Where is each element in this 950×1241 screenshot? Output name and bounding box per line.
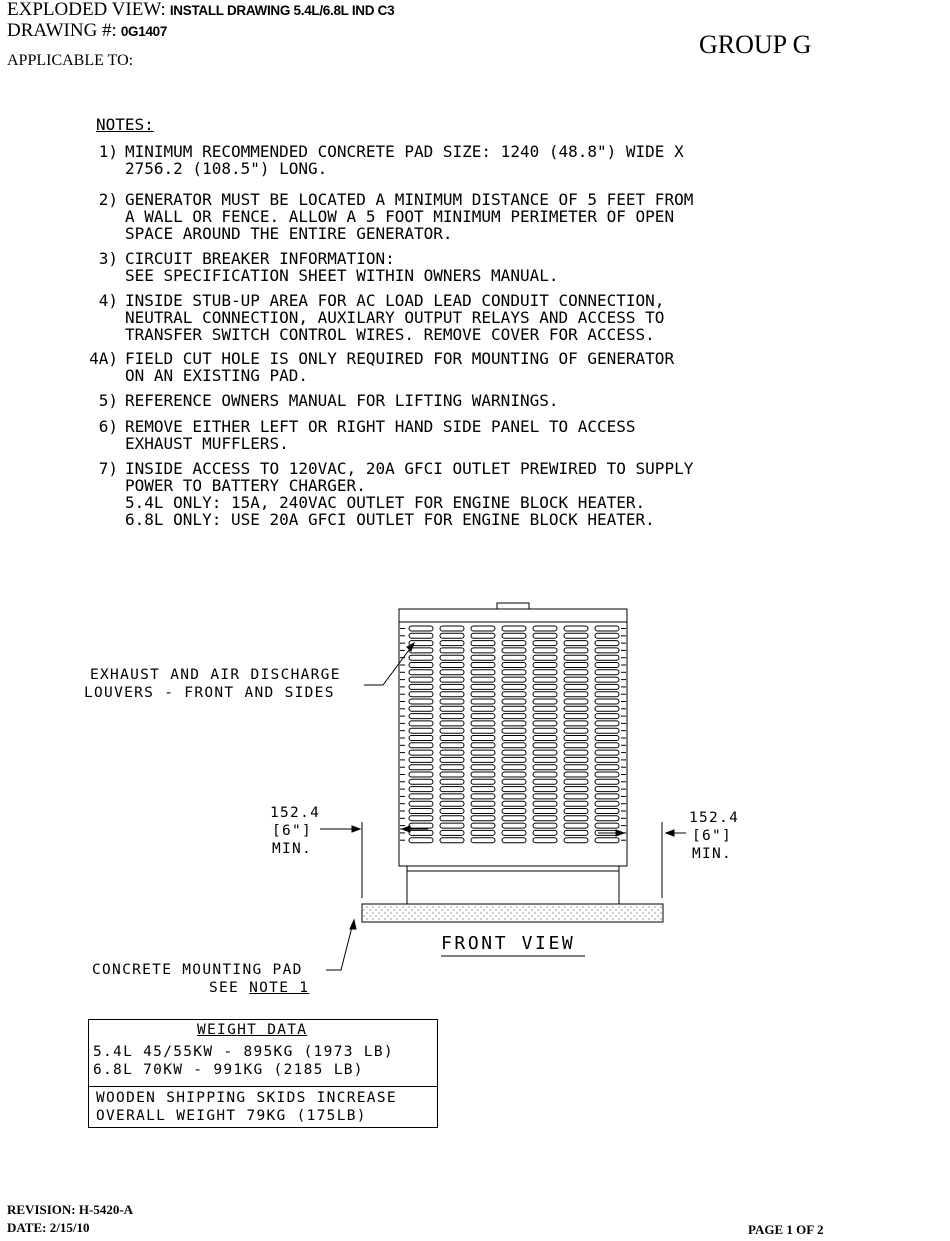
louver-slot	[595, 648, 619, 653]
louver-slot	[409, 765, 433, 770]
louver-slot	[533, 743, 557, 748]
louver-slot	[502, 633, 526, 638]
note-line: MINIMUM RECOMMENDED CONCRETE PAD SIZE: 1240 (48.8") WIDE X	[125, 142, 684, 161]
louver-slot	[564, 655, 588, 660]
louver-slot	[440, 736, 464, 741]
louver-slot	[502, 809, 526, 814]
notes-title: NOTES:	[96, 115, 154, 134]
note-line: GENERATOR MUST BE LOCATED A MINIMUM DISTANCE OF 5 FEET FROM	[125, 190, 694, 209]
louver-slot	[502, 670, 526, 675]
louver-slot	[440, 721, 464, 726]
note-number: 6)	[98, 417, 118, 436]
louver-slot	[471, 641, 495, 646]
louver-slot	[564, 714, 588, 719]
louver-slot	[564, 736, 588, 741]
louver-slot	[533, 736, 557, 741]
louver-slot	[595, 633, 619, 638]
louver-slot	[471, 706, 495, 711]
drawing-number-heading	[7, 21, 167, 40]
louver-slot	[409, 772, 433, 777]
louver-slot	[595, 787, 619, 792]
louver-slot	[409, 677, 433, 682]
louver-slot	[502, 655, 526, 660]
louver-slot	[409, 750, 433, 755]
right-clearance-inches: [6"]	[691, 828, 733, 844]
louver-slot	[440, 670, 464, 675]
left-clearance-value: 152.4	[270, 805, 321, 821]
louver-slot	[595, 809, 619, 814]
table-divider	[89, 1086, 437, 1087]
louver-slot	[595, 670, 619, 675]
louver-slot	[595, 684, 619, 689]
louver-slot	[471, 736, 495, 741]
louver-slot	[564, 743, 588, 748]
see-text: SEE	[209, 980, 240, 996]
date-label: DATE: 2/15/10	[7, 1220, 90, 1235]
louver-slot	[564, 677, 588, 682]
louver-slot	[533, 728, 557, 733]
exploded-view-value: INSTALL DRAWING 5.4L/6.8L IND C3	[169, 3, 395, 18]
generator-drawing	[399, 603, 627, 904]
louver-slot	[595, 743, 619, 748]
louver-slot	[409, 787, 433, 792]
louver-slot	[471, 714, 495, 719]
concrete-pad	[362, 904, 663, 922]
louver-slot	[533, 699, 557, 704]
louver-slot	[440, 801, 464, 806]
page-number: PAGE 1 OF 2	[748, 1222, 824, 1237]
see-note-label	[209, 979, 309, 997]
louver-slot	[595, 663, 619, 668]
louver-slot	[409, 794, 433, 799]
weight-row-5-4l: 5.4L 45/55KW - 895KG (1973 LB)	[93, 1044, 394, 1060]
louver-slot	[409, 655, 433, 660]
note-line: TRANSFER SWITCH CONTROL WIRES. REMOVE COVER FOR ACCESS.	[125, 325, 655, 344]
louver-slot	[471, 830, 495, 835]
note-line: INSIDE ACCESS TO 120VAC, 20A GFCI OUTLET PREWIRED TO SUPPLY	[125, 459, 694, 478]
louver-slot	[564, 641, 588, 646]
louver-slot	[533, 801, 557, 806]
top-cap	[497, 603, 529, 609]
louver-slot	[595, 757, 619, 762]
louver-slot	[502, 772, 526, 777]
louver-slot	[533, 794, 557, 799]
weight-data-table	[88, 1019, 438, 1128]
louver-slot	[409, 684, 433, 689]
note-line: A WALL OR FENCE. ALLOW A 5 FOOT MINIMUM PERIMETER OF OPEN	[125, 207, 675, 226]
louver-slot	[409, 728, 433, 733]
louver-slot	[409, 699, 433, 704]
note-number: 2)	[98, 190, 118, 209]
louver-slot	[440, 641, 464, 646]
louver-slot	[533, 779, 557, 784]
louver-slot	[595, 794, 619, 799]
louver-slot	[533, 633, 557, 638]
louver-slot	[471, 677, 495, 682]
louver-slot	[440, 779, 464, 784]
weight-row-6-8l: 6.8L 70KW - 991KG (2185 LB)	[93, 1062, 364, 1078]
louver-slot	[440, 765, 464, 770]
note-number: 1)	[98, 142, 118, 161]
louver-slot	[471, 838, 495, 843]
louver-slot	[440, 823, 464, 828]
drawing-number-label: DRAWING #:	[7, 20, 117, 41]
louver-slot	[564, 787, 588, 792]
note-number: 4A)	[89, 349, 118, 368]
louver-slot	[502, 801, 526, 806]
louver-slot	[502, 663, 526, 668]
skid-note-line-1: WOODEN SHIPPING SKIDS INCREASE	[96, 1090, 397, 1106]
louver-slot	[564, 648, 588, 653]
louver-slot	[564, 809, 588, 814]
louver-slot	[533, 765, 557, 770]
louver-slot	[564, 706, 588, 711]
louver-slot	[533, 663, 557, 668]
note-line: ON AN EXISTING PAD.	[125, 366, 309, 385]
louver-slot	[533, 677, 557, 682]
louver-slot	[595, 626, 619, 631]
louver-slot	[564, 757, 588, 762]
louver-slot	[533, 823, 557, 828]
louver-slot	[409, 706, 433, 711]
louver-slot	[409, 721, 433, 726]
louver-slot	[502, 794, 526, 799]
louver-slot	[409, 626, 433, 631]
louver-slot	[564, 633, 588, 638]
louver-slot	[533, 757, 557, 762]
louver-slot	[502, 641, 526, 646]
louver-slot	[471, 757, 495, 762]
applicable-to-label: APPLICABLE TO:	[7, 52, 134, 69]
louver-slot	[533, 721, 557, 726]
louver-slot	[440, 809, 464, 814]
louver-slot	[502, 823, 526, 828]
louver-slot	[471, 816, 495, 821]
louver-slot	[533, 750, 557, 755]
louver-slot	[564, 801, 588, 806]
note-line: SPACE AROUND THE ENTIRE GENERATOR.	[125, 224, 453, 243]
louver-slot	[595, 830, 619, 835]
louver-slot	[471, 699, 495, 704]
louver-slot	[595, 706, 619, 711]
louver-slot	[533, 670, 557, 675]
louver-slot	[502, 699, 526, 704]
louver-slot	[471, 750, 495, 755]
louver-slot	[595, 699, 619, 704]
pad-leader	[326, 923, 353, 970]
note-number: 5)	[98, 391, 118, 410]
drawing-number-value: 0G1407	[120, 24, 168, 39]
right-clearance-value: 152.4	[689, 810, 740, 826]
louver-slot	[564, 728, 588, 733]
revision-label: REVISION: H-5420-A	[7, 1202, 134, 1217]
louver-slot	[502, 816, 526, 821]
louver-slot	[533, 830, 557, 835]
louver-slot	[502, 706, 526, 711]
louver-slot	[471, 765, 495, 770]
louver-slot	[595, 816, 619, 821]
louver-slot	[533, 714, 557, 719]
louver-slot	[440, 816, 464, 821]
louver-slot	[440, 684, 464, 689]
louver-slot	[564, 670, 588, 675]
louver-slot	[409, 779, 433, 784]
note-number: 7)	[98, 459, 118, 478]
louver-slot	[409, 633, 433, 638]
louver-slot	[502, 830, 526, 835]
louver-slot	[533, 787, 557, 792]
louver-slot	[440, 757, 464, 762]
louver-slot	[409, 736, 433, 741]
louver-slot	[595, 736, 619, 741]
note-line: FIELD CUT HOLE IS ONLY REQUIRED FOR MOUNTING OF GENERATOR	[125, 349, 675, 368]
note-line: NEUTRAL CONNECTION, AUXILARY OUTPUT RELAYS AND ACCESS TO	[125, 308, 665, 327]
louver-slot	[471, 794, 495, 799]
louver-slot	[409, 801, 433, 806]
louver-slot	[502, 728, 526, 733]
note-line: EXHAUST MUFFLERS.	[125, 434, 289, 453]
louver-slot	[440, 633, 464, 638]
louver-slot	[533, 772, 557, 777]
louver-slot	[502, 750, 526, 755]
louver-slot	[502, 736, 526, 741]
exploded-view-heading	[7, 0, 394, 19]
louver-slot	[564, 663, 588, 668]
louver-slot	[564, 692, 588, 697]
note-line: 6.8L ONLY: USE 20A GFCI OUTLET FOR ENGINE BLOCK HEATER.	[125, 510, 655, 529]
louver-slot	[440, 787, 464, 792]
louver-slot	[502, 692, 526, 697]
louver-slot	[440, 750, 464, 755]
louver-slot	[440, 830, 464, 835]
note-line: REMOVE EITHER LEFT OR RIGHT HAND SIDE PANEL TO ACCESS	[125, 417, 636, 436]
louver-slot	[564, 684, 588, 689]
louver-slot	[533, 706, 557, 711]
louver-slot	[409, 692, 433, 697]
louver-slot	[440, 706, 464, 711]
louver-slot	[471, 633, 495, 638]
louver-slot	[440, 648, 464, 653]
louver-slot	[409, 670, 433, 675]
louver-slot	[595, 714, 619, 719]
louver-slot	[564, 699, 588, 704]
louver-slot	[440, 692, 464, 697]
louver-slot	[564, 830, 588, 835]
louver-slot	[533, 626, 557, 631]
note-line: 5.4L ONLY: 15A, 240VAC OUTLET FOR ENGINE BLOCK HEATER.	[125, 493, 646, 512]
louver-slot	[595, 728, 619, 733]
louver-slot	[533, 692, 557, 697]
louver-slot	[440, 743, 464, 748]
louver-slot	[564, 779, 588, 784]
note-line: SEE SPECIFICATION SHEET WITHIN OWNERS MANUAL.	[125, 266, 559, 285]
louver-slot	[502, 677, 526, 682]
louver-slot	[533, 684, 557, 689]
louver-slot	[409, 641, 433, 646]
louver-slot	[471, 823, 495, 828]
louver-slot	[564, 772, 588, 777]
louver-slot	[564, 823, 588, 828]
right-clearance-min: MIN.	[691, 846, 733, 862]
louver-slot	[471, 743, 495, 748]
louver-slot	[440, 794, 464, 799]
louver-slot	[595, 655, 619, 660]
skid-note-line-2: OVERALL WEIGHT 79KG (175LB)	[96, 1108, 367, 1124]
louver-slot	[533, 641, 557, 646]
louver-slot	[595, 823, 619, 828]
louver-slot	[440, 677, 464, 682]
louver-slot	[471, 787, 495, 792]
louver-slot	[409, 648, 433, 653]
louver-slot	[471, 692, 495, 697]
louver-slot	[440, 699, 464, 704]
louver-slot	[471, 728, 495, 733]
louver-slot	[440, 714, 464, 719]
louver-slot	[440, 838, 464, 843]
louver-slot	[502, 779, 526, 784]
louver-label-line-1: EXHAUST AND AIR DISCHARGE	[90, 667, 341, 683]
louver-slot	[502, 648, 526, 653]
louver-slot	[595, 765, 619, 770]
weight-data-title: WEIGHT DATA	[197, 1022, 308, 1038]
louver-slot	[440, 772, 464, 777]
louver-slot	[409, 743, 433, 748]
louver-slot	[409, 714, 433, 719]
louver-slot	[409, 663, 433, 668]
louver-grid	[400, 626, 626, 843]
front-view-title: FRONT VIEW	[441, 933, 576, 954]
note-line: POWER TO BATTERY CHARGER.	[125, 476, 366, 495]
louver-slot	[595, 772, 619, 777]
louver-slot	[409, 757, 433, 762]
louver-slot	[595, 838, 619, 843]
note-line: REFERENCE OWNERS MANUAL FOR LIFTING WARNINGS.	[125, 391, 559, 410]
louver-slot	[502, 684, 526, 689]
louver-slot	[440, 663, 464, 668]
louver-slot	[471, 684, 495, 689]
louver-slot	[502, 714, 526, 719]
louver-slot	[564, 626, 588, 631]
note-line: 2756.2 (108.5") LONG.	[125, 159, 328, 178]
louver-slot	[471, 648, 495, 653]
louver-slot	[564, 838, 588, 843]
note-line: INSIDE STUB-UP AREA FOR AC LOAD LEAD CONDUIT CONNECTION,	[125, 291, 665, 310]
louver-slot	[533, 655, 557, 660]
louver-leader	[364, 646, 412, 685]
base-rail	[407, 866, 619, 871]
louver-slot	[595, 779, 619, 784]
group-label: GROUP G	[699, 30, 812, 59]
see-note-link: NOTE 1	[249, 980, 310, 996]
louver-slot	[595, 750, 619, 755]
louver-slot	[409, 830, 433, 835]
louver-slot	[471, 779, 495, 784]
louver-slot	[502, 838, 526, 843]
note-number: 4)	[98, 291, 118, 310]
louver-slot	[533, 838, 557, 843]
louver-slot	[471, 626, 495, 631]
louver-slot	[409, 838, 433, 843]
louver-slot	[502, 787, 526, 792]
louver-slot	[533, 648, 557, 653]
louver-slot	[471, 655, 495, 660]
louver-slot	[409, 816, 433, 821]
louver-slot	[440, 655, 464, 660]
louver-slot	[595, 677, 619, 682]
louver-slot	[533, 809, 557, 814]
louver-slot	[564, 794, 588, 799]
louver-slot	[471, 801, 495, 806]
louver-slot	[471, 809, 495, 814]
louver-slot	[564, 816, 588, 821]
louver-slot	[440, 626, 464, 631]
louver-slot	[409, 809, 433, 814]
louver-slot	[595, 721, 619, 726]
louver-slot	[471, 721, 495, 726]
louver-slot	[502, 626, 526, 631]
louver-slot	[471, 663, 495, 668]
louver-slot	[564, 765, 588, 770]
louver-slot	[440, 728, 464, 733]
louver-slot	[502, 743, 526, 748]
pad-label: CONCRETE MOUNTING PAD	[92, 962, 303, 978]
louver-slot	[471, 772, 495, 777]
left-clearance-inches: [6"]	[271, 823, 313, 839]
louver-slot	[533, 816, 557, 821]
louver-label-line-2: LOUVERS - FRONT AND SIDES	[84, 685, 335, 701]
left-clearance-min: MIN.	[271, 841, 313, 857]
louver-slot	[502, 765, 526, 770]
generator-enclosure	[399, 609, 627, 866]
louver-slot	[564, 750, 588, 755]
louver-slot	[595, 692, 619, 697]
louver-slot	[564, 721, 588, 726]
note-line: CIRCUIT BREAKER INFORMATION:	[125, 249, 395, 268]
note-number: 3)	[98, 249, 118, 268]
louver-slot	[502, 757, 526, 762]
louver-slot	[502, 721, 526, 726]
louver-slot	[595, 801, 619, 806]
louver-slot	[471, 670, 495, 675]
exploded-view-label: EXPLODED VIEW:	[7, 0, 166, 20]
louver-slot	[409, 823, 433, 828]
louver-slot	[595, 641, 619, 646]
